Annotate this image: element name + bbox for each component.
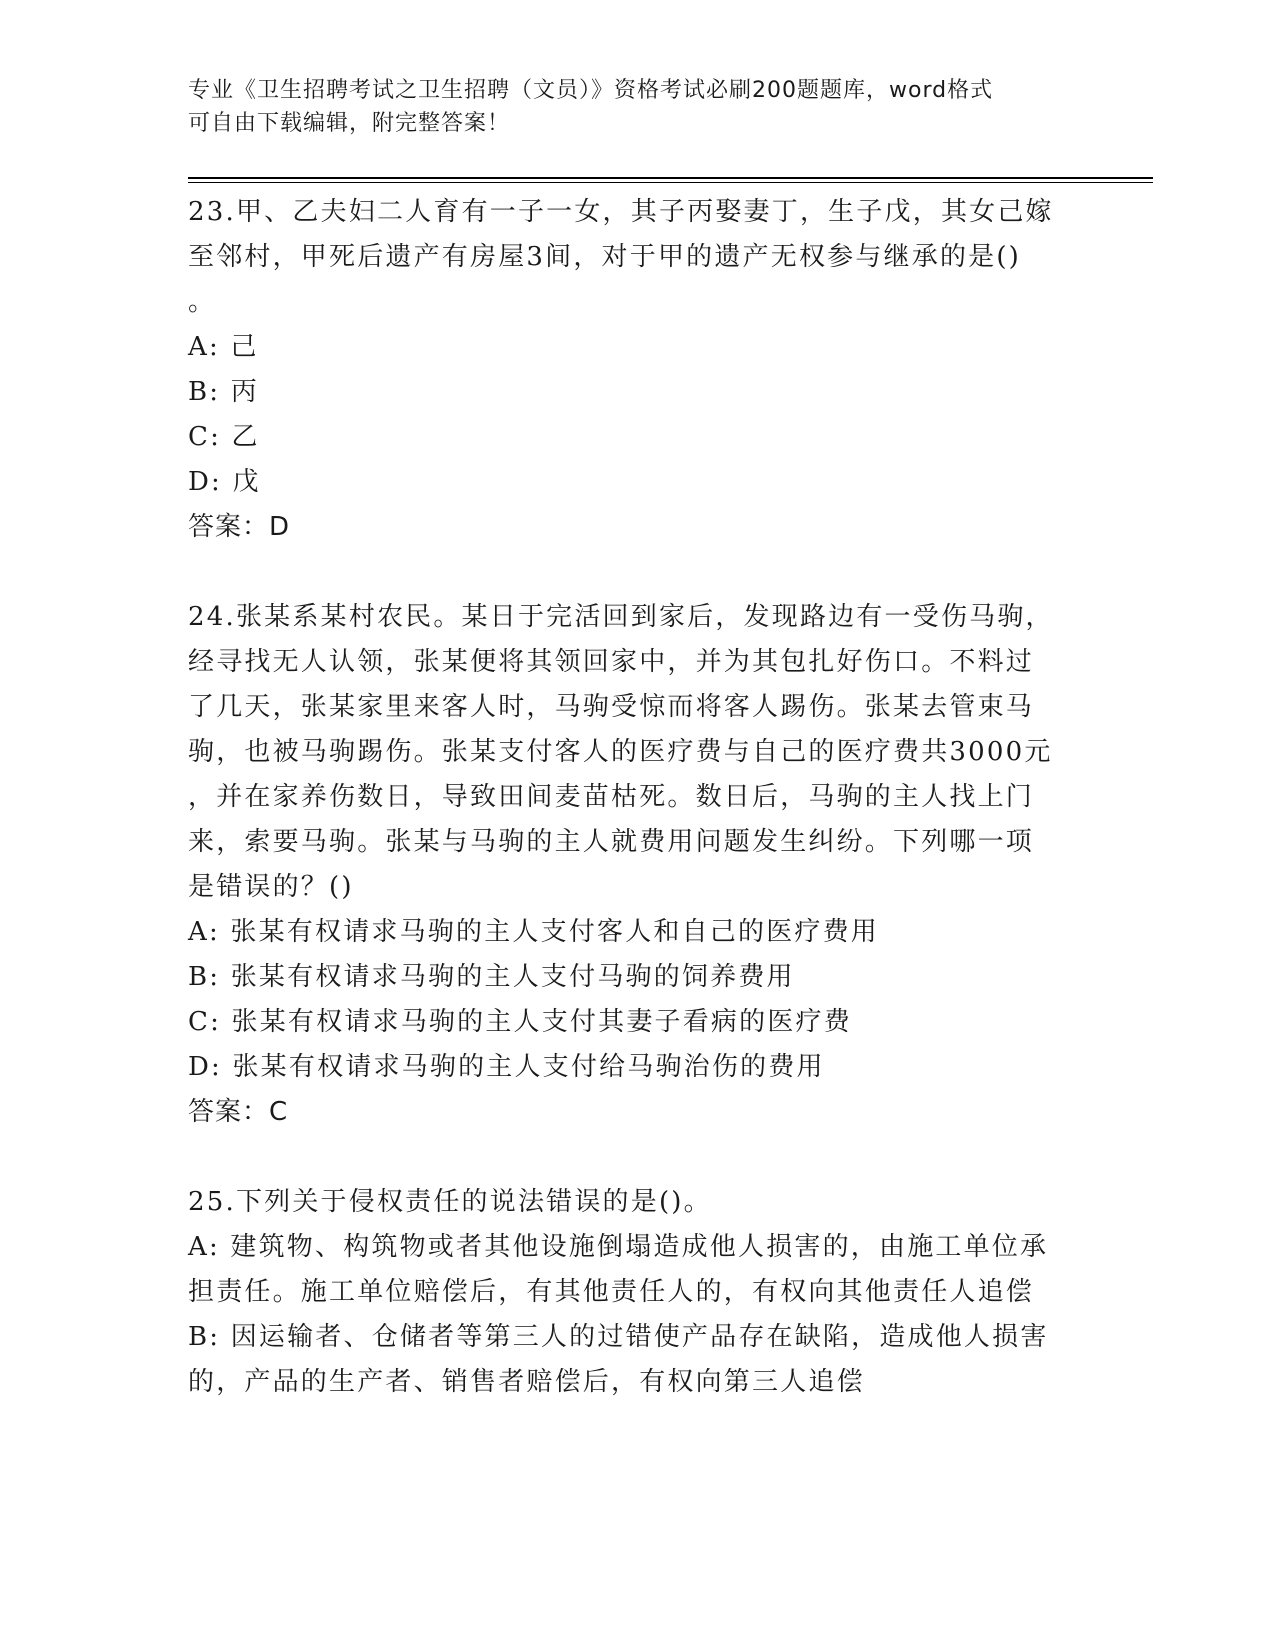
question-stem-line: 经寻找无人认领，张某便将其领回家中，并为其包扎好伤口。不料过 — [188, 647, 1035, 677]
question-stem-line: 23.甲、乙夫妇二人育有一子一女，其子丙娶妻丁，生子戊，其女己嫁 — [188, 197, 1054, 227]
question-spacer — [188, 1135, 1088, 1180]
option-b: B: 丙 — [188, 377, 259, 407]
question-23 — [188, 190, 1088, 550]
answer-line: 答案：D — [188, 512, 291, 542]
question-list — [188, 190, 1088, 1405]
option-b-continued: 的，产品的生产者、销售者赔偿后，有权向第三人追偿 — [188, 1367, 865, 1397]
document-header — [188, 74, 1068, 140]
question-stem-line: 是错误的？() — [188, 872, 354, 902]
option-c: C: 乙 — [188, 422, 260, 452]
option-d: D: 张某有权请求马驹的主人支付给马驹治伤的费用 — [188, 1052, 825, 1082]
option-a-continued: 担责任。施工单位赔偿后，有其他责任人的，有权向其他责任人追偿 — [188, 1277, 1035, 1307]
answer-line: 答案：C — [188, 1097, 289, 1127]
question-stem-line: 25.下列关于侵权责任的说法错误的是()。 — [188, 1187, 712, 1217]
question-24 — [188, 595, 1088, 1135]
option-a: A: 张某有权请求马驹的主人支付客人和自己的医疗费用 — [188, 917, 880, 947]
question-stem-line: 至邻村，甲死后遗产有房屋3间，对于甲的遗产无权参与继承的是() — [188, 242, 1022, 272]
option-d: D: 戊 — [188, 467, 261, 497]
question-stem-line: 来，索要马驹。张某与马驹的主人就费用问题发生纠纷。下列哪一项 — [188, 827, 1035, 857]
option-b: B: 张某有权请求马驹的主人支付马驹的饲养费用 — [188, 962, 795, 992]
question-spacer — [188, 550, 1088, 595]
option-a: A: 建筑物、构筑物或者其他设施倒塌造成他人损害的，由施工单位承 — [188, 1232, 1049, 1262]
question-stem-line: ，并在家养伤数日，导致田间麦苗枯死。数日后，马驹的主人找上门 — [188, 782, 1035, 812]
header-divider-thick — [188, 177, 1153, 179]
question-stem-line: 24.张某系某村农民。某日于完活回到家后，发现路边有一受伤马驹， — [188, 602, 1054, 632]
question-stem-line: 。 — [188, 287, 217, 317]
question-stem-line: 了几天，张某家里来客人时，马驹受惊而将客人踢伤。张某去管束马 — [188, 692, 1035, 722]
header-line: 可自由下载编辑，附完整答案！ — [188, 111, 511, 136]
header-divider-thin — [188, 182, 1153, 183]
question-25 — [188, 1180, 1088, 1405]
option-a: A: 己 — [188, 332, 259, 362]
question-stem-line: 驹，也被马驹踢伤。张某支付客人的医疗费与自己的医疗费共3000元 — [188, 737, 1053, 767]
option-b: B: 因运输者、仓储者等第三人的过错使产品存在缺陷，造成他人损害 — [188, 1322, 1049, 1352]
header-line: 专业《卫生招聘考试之卫生招聘（文员）》资格考试必刷200题题库，word格式 — [188, 78, 994, 103]
option-c: C: 张某有权请求马驹的主人支付其妻子看病的医疗费 — [188, 1007, 852, 1037]
